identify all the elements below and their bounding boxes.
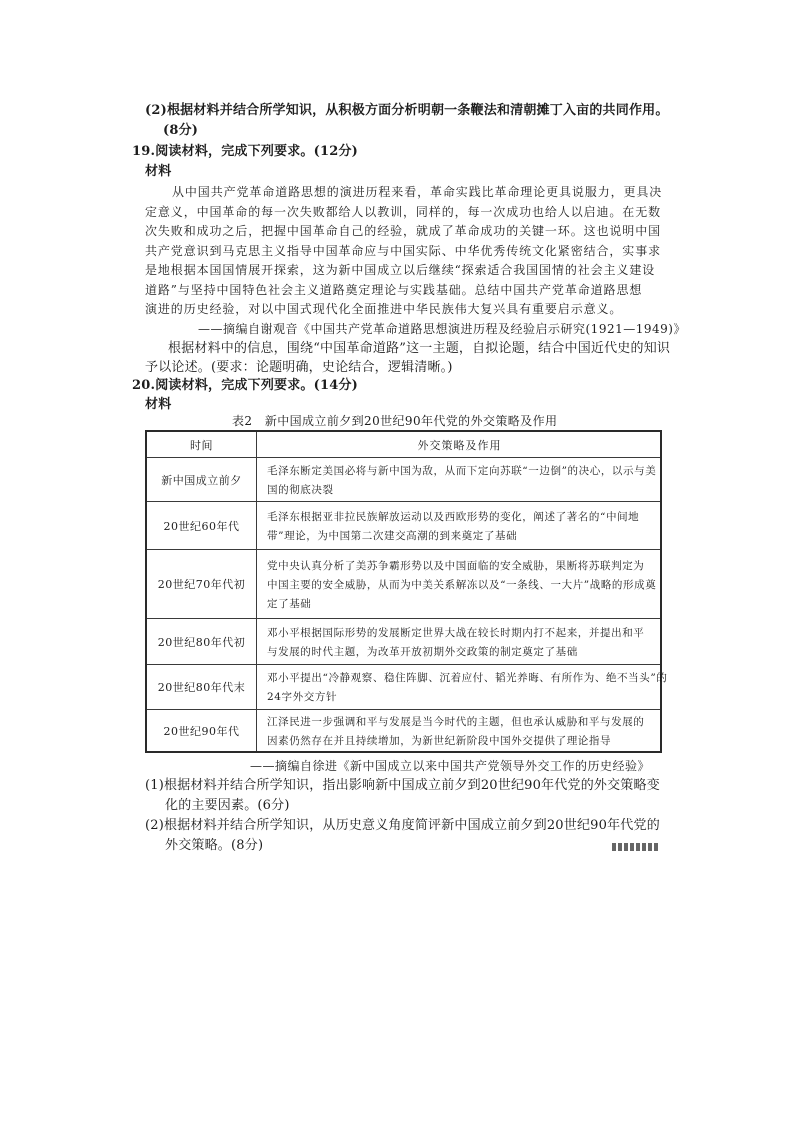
row-desc-line: 24字外交方针 — [267, 691, 338, 703]
row-desc-line: 党中央认真分析了美苏争霸形势以及中国面临的安全威胁，果断将苏联判定为 — [267, 559, 645, 572]
q20-part2-line1: (2)根据材料并结合所学知识，从历史意义角度简评新中国成立前夕到20世纪90年代党的 — [145, 818, 660, 833]
row-desc-line: 江泽民进一步强调和平与发展是当今时代的主题，但也承认威胁和平与发展的 — [267, 715, 645, 728]
q19-material-line: 定意义，中国革命的每一次失败都给人以教训，同样的，每一次成功也给人以启迪。在无数 — [145, 205, 662, 219]
q20-part1-line1: (1)根据材料并结合所学知识，指出影响新中国成立前夕到20世纪90年代党的外交策略变 — [145, 778, 660, 793]
q18-part2-line2: (8分) — [163, 123, 199, 138]
row-time: 20世纪90年代 — [147, 710, 257, 751]
row-time: 20世纪70年代初 — [147, 550, 257, 618]
q18-part2-line1: (2)根据材料并结合所学知识，从积极方面分析明朝一条鞭法和清朝摊丁入亩的共同作用。 — [145, 103, 669, 118]
q19-material-line: 次失败和成功之后，把握中国革命自己的经验，就成了革命成功的关键一环。这也说明中国 — [145, 224, 662, 238]
table-row — [147, 457, 660, 501]
q19-material-line: 演进的历史经验，对以中国式现代化全面推进中华民族伟大复兴具有重要启示意义。 — [145, 302, 623, 316]
header-desc — [257, 432, 660, 457]
row-desc-line: 定了基础 — [267, 597, 312, 610]
table-row — [147, 664, 668, 709]
header-desc-label: 外交策略及作用 — [417, 439, 502, 452]
row-time: 20世纪60年代 — [147, 502, 257, 549]
q19-requirement-line2: 予以论述。(要求：论题明确，史论结合，逻辑清晰。) — [145, 360, 453, 375]
row-time: 新中国成立前夕 — [147, 458, 257, 501]
q20-part2-line2: 外交策略。(8分) — [165, 838, 264, 853]
q19-material-line: 从中国共产党革命道路思想的演进历程来看，革命实践比革命理论更具说服力，更具决 — [172, 185, 663, 199]
row-desc-line: 中国主要的安全威胁，从而为中美关系解冻以及“一条线、一大片”战略的形成奠 — [267, 578, 657, 591]
row-desc — [257, 458, 660, 501]
row-desc-line: 毛泽东根据亚非拉民族解放运动以及西欧形势的变化，阐述了著名的“中间地 — [267, 510, 640, 523]
q19-source: ——摘编自谢观音《中国共产党革命道路思想演进历程及经验启示研究(1921—1949)》 — [198, 322, 686, 336]
row-desc-line: 邓小平根据国际形势的发展断定世界大战在较长时期内打不起来，并提出和平 — [267, 626, 645, 639]
row-desc-line: 与发展的时代主题，为改革开放初期外交政策的制定奠定了基础 — [267, 645, 578, 658]
row-desc — [257, 502, 660, 549]
q20-material-label: 材料 — [145, 397, 172, 412]
row-desc-line: 带”理论，为中国第二次建交高潮的到来奠定了基础 — [267, 529, 518, 542]
foreign-policy-table — [145, 430, 668, 753]
table-header-row — [147, 432, 660, 457]
row-desc-line: 因素仍然存在并且持续增加，为新世纪新阶段中国外交提供了理论指导 — [267, 734, 612, 747]
q19-requirement-line1: 根据材料中的信息，围绕“中国革命道路”这一主题，自拟论题，结合中国近代史的知识 — [168, 341, 671, 356]
q19-material-line: 道路”与坚持中国特色社会主义道路奠定理论与实践基础。总结中国共产党革命道路思想 — [145, 283, 643, 297]
row-desc-line: 国的彻底决裂 — [267, 483, 334, 496]
q19-material-label: 材料 — [145, 164, 172, 179]
row-desc — [257, 550, 660, 618]
q20-part1-line2: 化的主要因素。(6分) — [165, 798, 290, 813]
row-desc — [257, 710, 660, 751]
table-row — [147, 709, 660, 751]
row-desc-line: 毛泽东断定美国必将与新中国为敌，从而下定向苏联“一边倒”的决心，以示与美 — [267, 464, 657, 477]
q19-material-line: 共产党意识到马克思主义指导中国革命应与中国实际、中华优秀传统文化紧密结合，实事求 — [145, 244, 662, 258]
q19-header: 19.阅读材料，完成下列要求。(12分) — [132, 144, 359, 159]
q20-source: ——摘编自徐进《新中国成立以来中国共产党领导外交工作的历史经验》 — [250, 759, 651, 773]
row-desc — [257, 619, 660, 664]
row-desc — [257, 665, 668, 709]
row-time: 20世纪80年代初 — [147, 619, 257, 664]
table-row — [147, 549, 660, 618]
q20-header: 20.阅读材料，完成下列要求。(14分) — [132, 378, 359, 393]
row-time: 20世纪80年代末 — [147, 665, 257, 709]
header-time: 时间 — [147, 432, 257, 457]
scan-mark — [612, 843, 658, 851]
table-row — [147, 501, 660, 549]
q19-material-line: 是地根据本国国情展开探索，这为新中国成立以后继续“探索适合我国国情的社会主义建设 — [145, 263, 656, 277]
table-caption: 表2 新中国成立前夕到20世纪90年代党的外交策略及作用 — [232, 414, 558, 428]
table-row — [147, 618, 660, 664]
row-desc-line: 邓小平提出“冷静观察、稳住阵脚、沉着应付、韬光养晦、有所作为、绝不当头”的 — [267, 672, 668, 684]
